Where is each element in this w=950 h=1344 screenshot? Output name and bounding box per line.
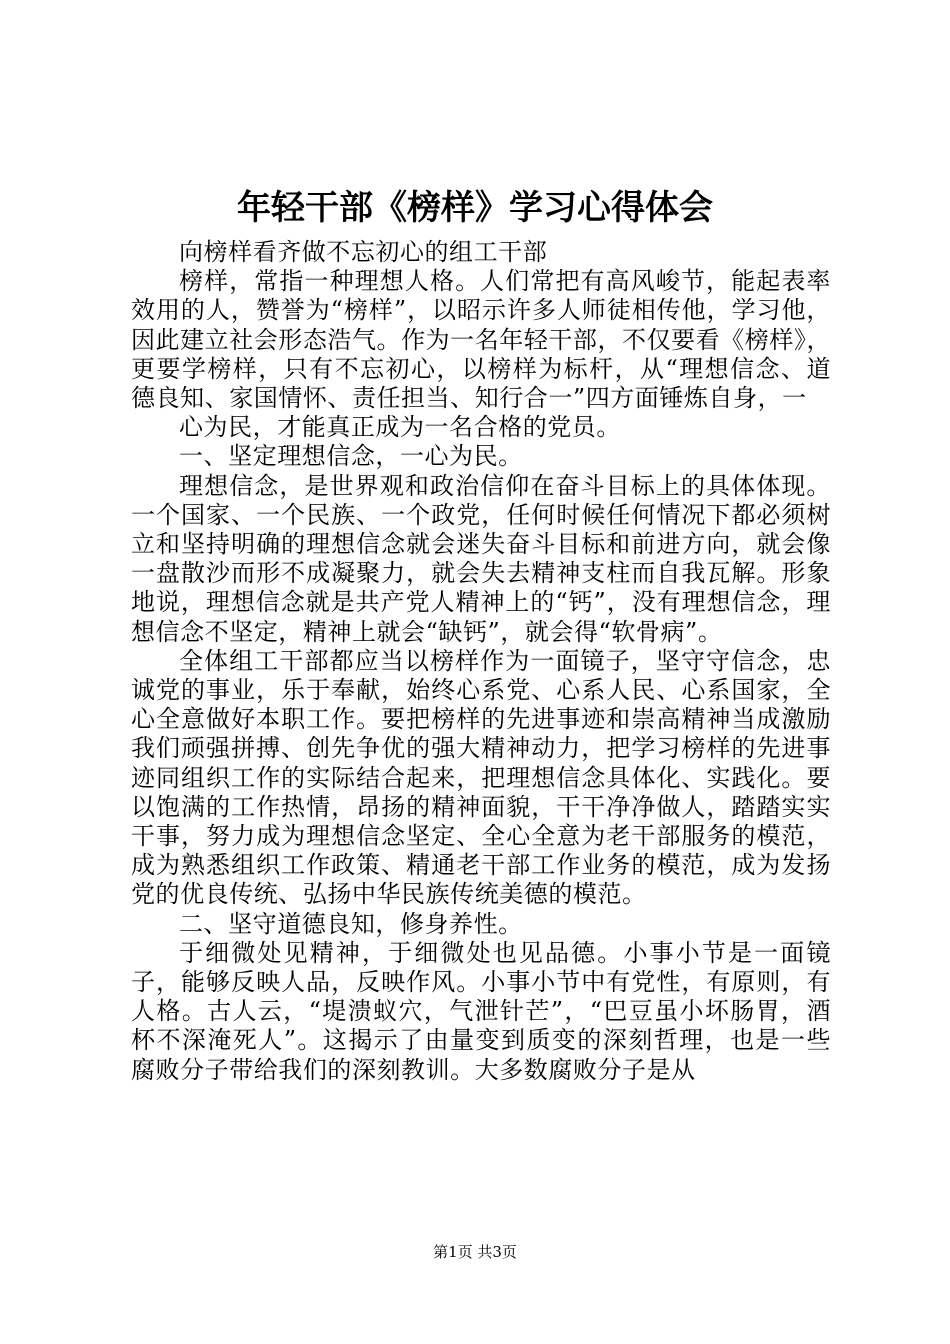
section-heading: 一、坚定理想信念，一心为民。 [179,442,523,471]
paragraph: 于细微处见精神，于细微处也见品德。小事小节是一面镜子，能够反映人品，反映作风。小事小节中有党性，有原则，有人格。古人云，“堤溃蚁穴，气泄针芒”，“巴豆虽小坏肠胃，酒杯不深淹死人”。这揭示了由量变到质变的深刻哲理，也是一些腐败分子带给我们的深刻教训。大多数腐败分子是从 [131,938,831,1084]
document-body [131,238,831,1085]
document-title: 年轻干部《榜样》学习心得体会 [237,188,713,228]
paragraph-subtitle: 向榜样看齐做不忘初心的组工干部 [179,238,548,266]
paragraph: 全体组工干部都应当以榜样作为一面镜子，坚守守信念，忠诚党的事业，乐于奉献，始终心系党、心系人民、心系国家，全心全意做好本职工作。要把榜样的先进事迹和崇高精神当成激励我们顽强拼搏、创先争优的强大精神动力，把学习榜样的先进事迹同组织工作的实际结合起来，把理想信念具体化、实践化。要以饱满的工作热情，昂扬的精神面貌，干干净净做人，踏踏实实干事，努力成为理想信念坚定、全心全意为老干部服务的模范，成为熟悉组织工作政策、精通老干部工作业务的模范，成为发扬党的优良传统、弘扬中华民族传统美德的模范。 [131,646,831,909]
page-footer: 第1页 共3页 [433,1243,517,1261]
paragraph: 心为民，才能真正成为一名合格的党员。 [179,413,621,442]
paragraph: 理想信念，是世界观和政治信仰在奋斗目标上的具体体现。一个国家、一个民族、一个政党，任何时候任何情况下都必须树立和坚持明确的理想信念就会迷失奋斗目标和前进方向，就会像一盘散沙而形不成凝聚力，就会失去精神支柱而自我瓦解。形象地说，理想信念就是共产党人精神上的“钙”，没有理想信念，理想信念不坚定，精神上就会“缺钙”，就会得“软骨病”。 [131,471,831,646]
section-heading: 二、坚守道德良知，修身养性。 [179,909,523,938]
paragraph: 榜样，常指一种理想人格。人们常把有高风峻节，能起表率效用的人，赞誉为“榜样”，以昭示许多人师徒相传他，学习他，因此建立社会形态浩气。作为一名年轻干部，不仅要看《榜样》，更要学榜样，只有不忘初心，以榜样为标杆，从“理想信念、道德良知、家国情怀、责任担当、知行合一”四方面锤炼自身，一 [131,267,831,413]
